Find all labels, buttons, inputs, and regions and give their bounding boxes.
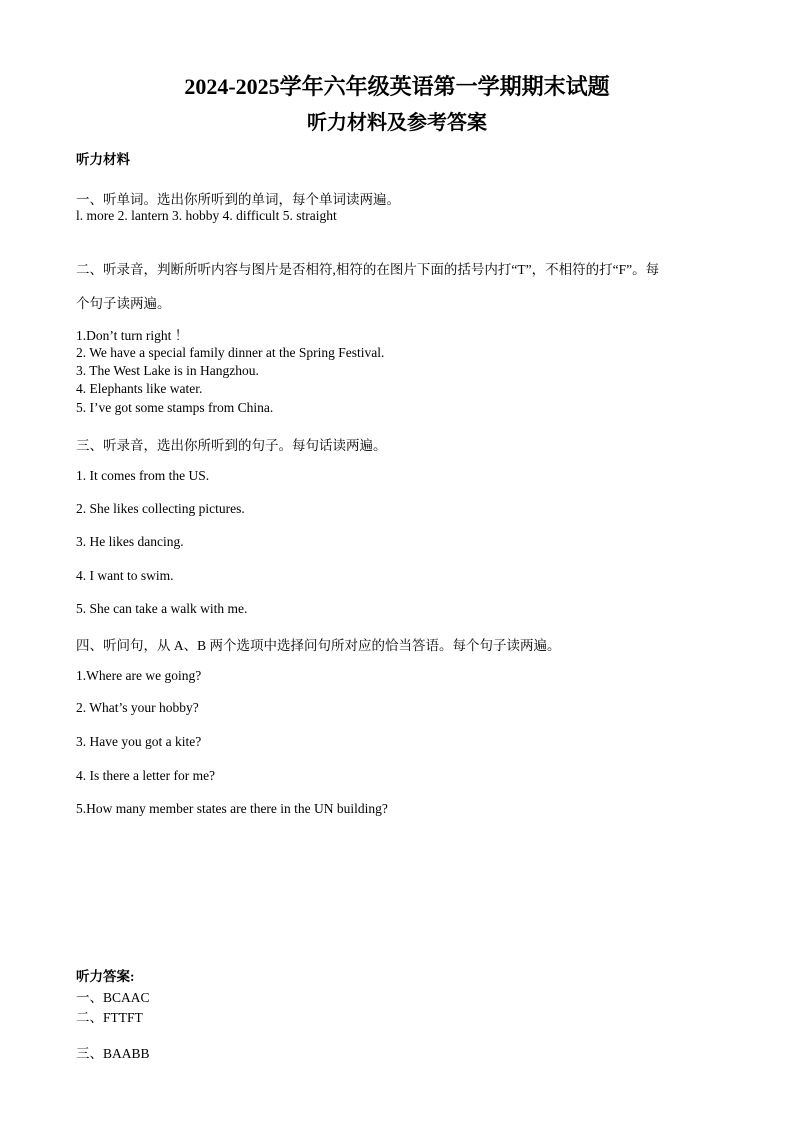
section4-item-2: 2. What’s your hobby? [76,700,199,715]
section2-item-5: 5. I’ve got some stamps from China. [76,400,274,415]
section2-item-4: 4. Elephants like water. [76,381,203,396]
answer-section-3: 三、BAABB [76,1046,150,1061]
section2-heading-line2: 个句子读两遍。 [76,296,171,311]
answer-section-1: 一、BCAAC [76,990,150,1005]
section3-item-4: 4. I want to swim. [76,568,174,583]
answer-section-2: 二、FTTFT [76,1010,143,1025]
section4-item-4: 4. Is there a letter for me? [76,768,216,783]
document-title: 2024-2025学年六年级英语第一学期期末试题 [184,74,610,99]
section2-item-2: 2. We have a special family dinner at the Spring Festival. [76,345,385,360]
section3-item-3: 3. He likes dancing. [76,534,184,549]
section2-item-3: 3. The West Lake is in Hangzhou. [76,363,259,378]
section1-items: l. more 2. lantern 3. hobby 4. difficult 5. straight [76,208,337,223]
section4-heading: 四、听问句，从 A、B 两个选项中选择问句所对应的恰当答语。每个句子读两遍。 [76,638,561,653]
answers-heading: 听力答案: [76,969,135,984]
section3-item-1: 1. It comes from the US. [76,468,210,483]
section4-item-5: 5.How many member states are there in the UN building? [76,801,388,816]
section2-item-1: 1.Don’t turn right ！ [76,328,189,343]
section4-item-3: 3. Have you got a kite? [76,734,202,749]
section4-item-1: 1.Where are we going? [76,668,202,683]
section3-heading: 三、听录音，选出你所听到的句子。每句话读两遍。 [76,438,387,453]
material-heading: 听力材料 [76,152,130,167]
section3-item-5: 5. She can take a walk with me. [76,601,248,616]
document-subtitle: 听力材料及参考答案 [307,112,487,134]
section1-heading: 一、听单词。选出你所听到的单词，每个单词读两遍。 [76,192,400,207]
section2-heading-line1: 二、听录音，判断所听内容与图片是否相符,相符的在图片下面的括号内打“T”，不相符的打“F”。每 [76,262,660,277]
section3-item-2: 2. She likes collecting pictures. [76,501,245,516]
